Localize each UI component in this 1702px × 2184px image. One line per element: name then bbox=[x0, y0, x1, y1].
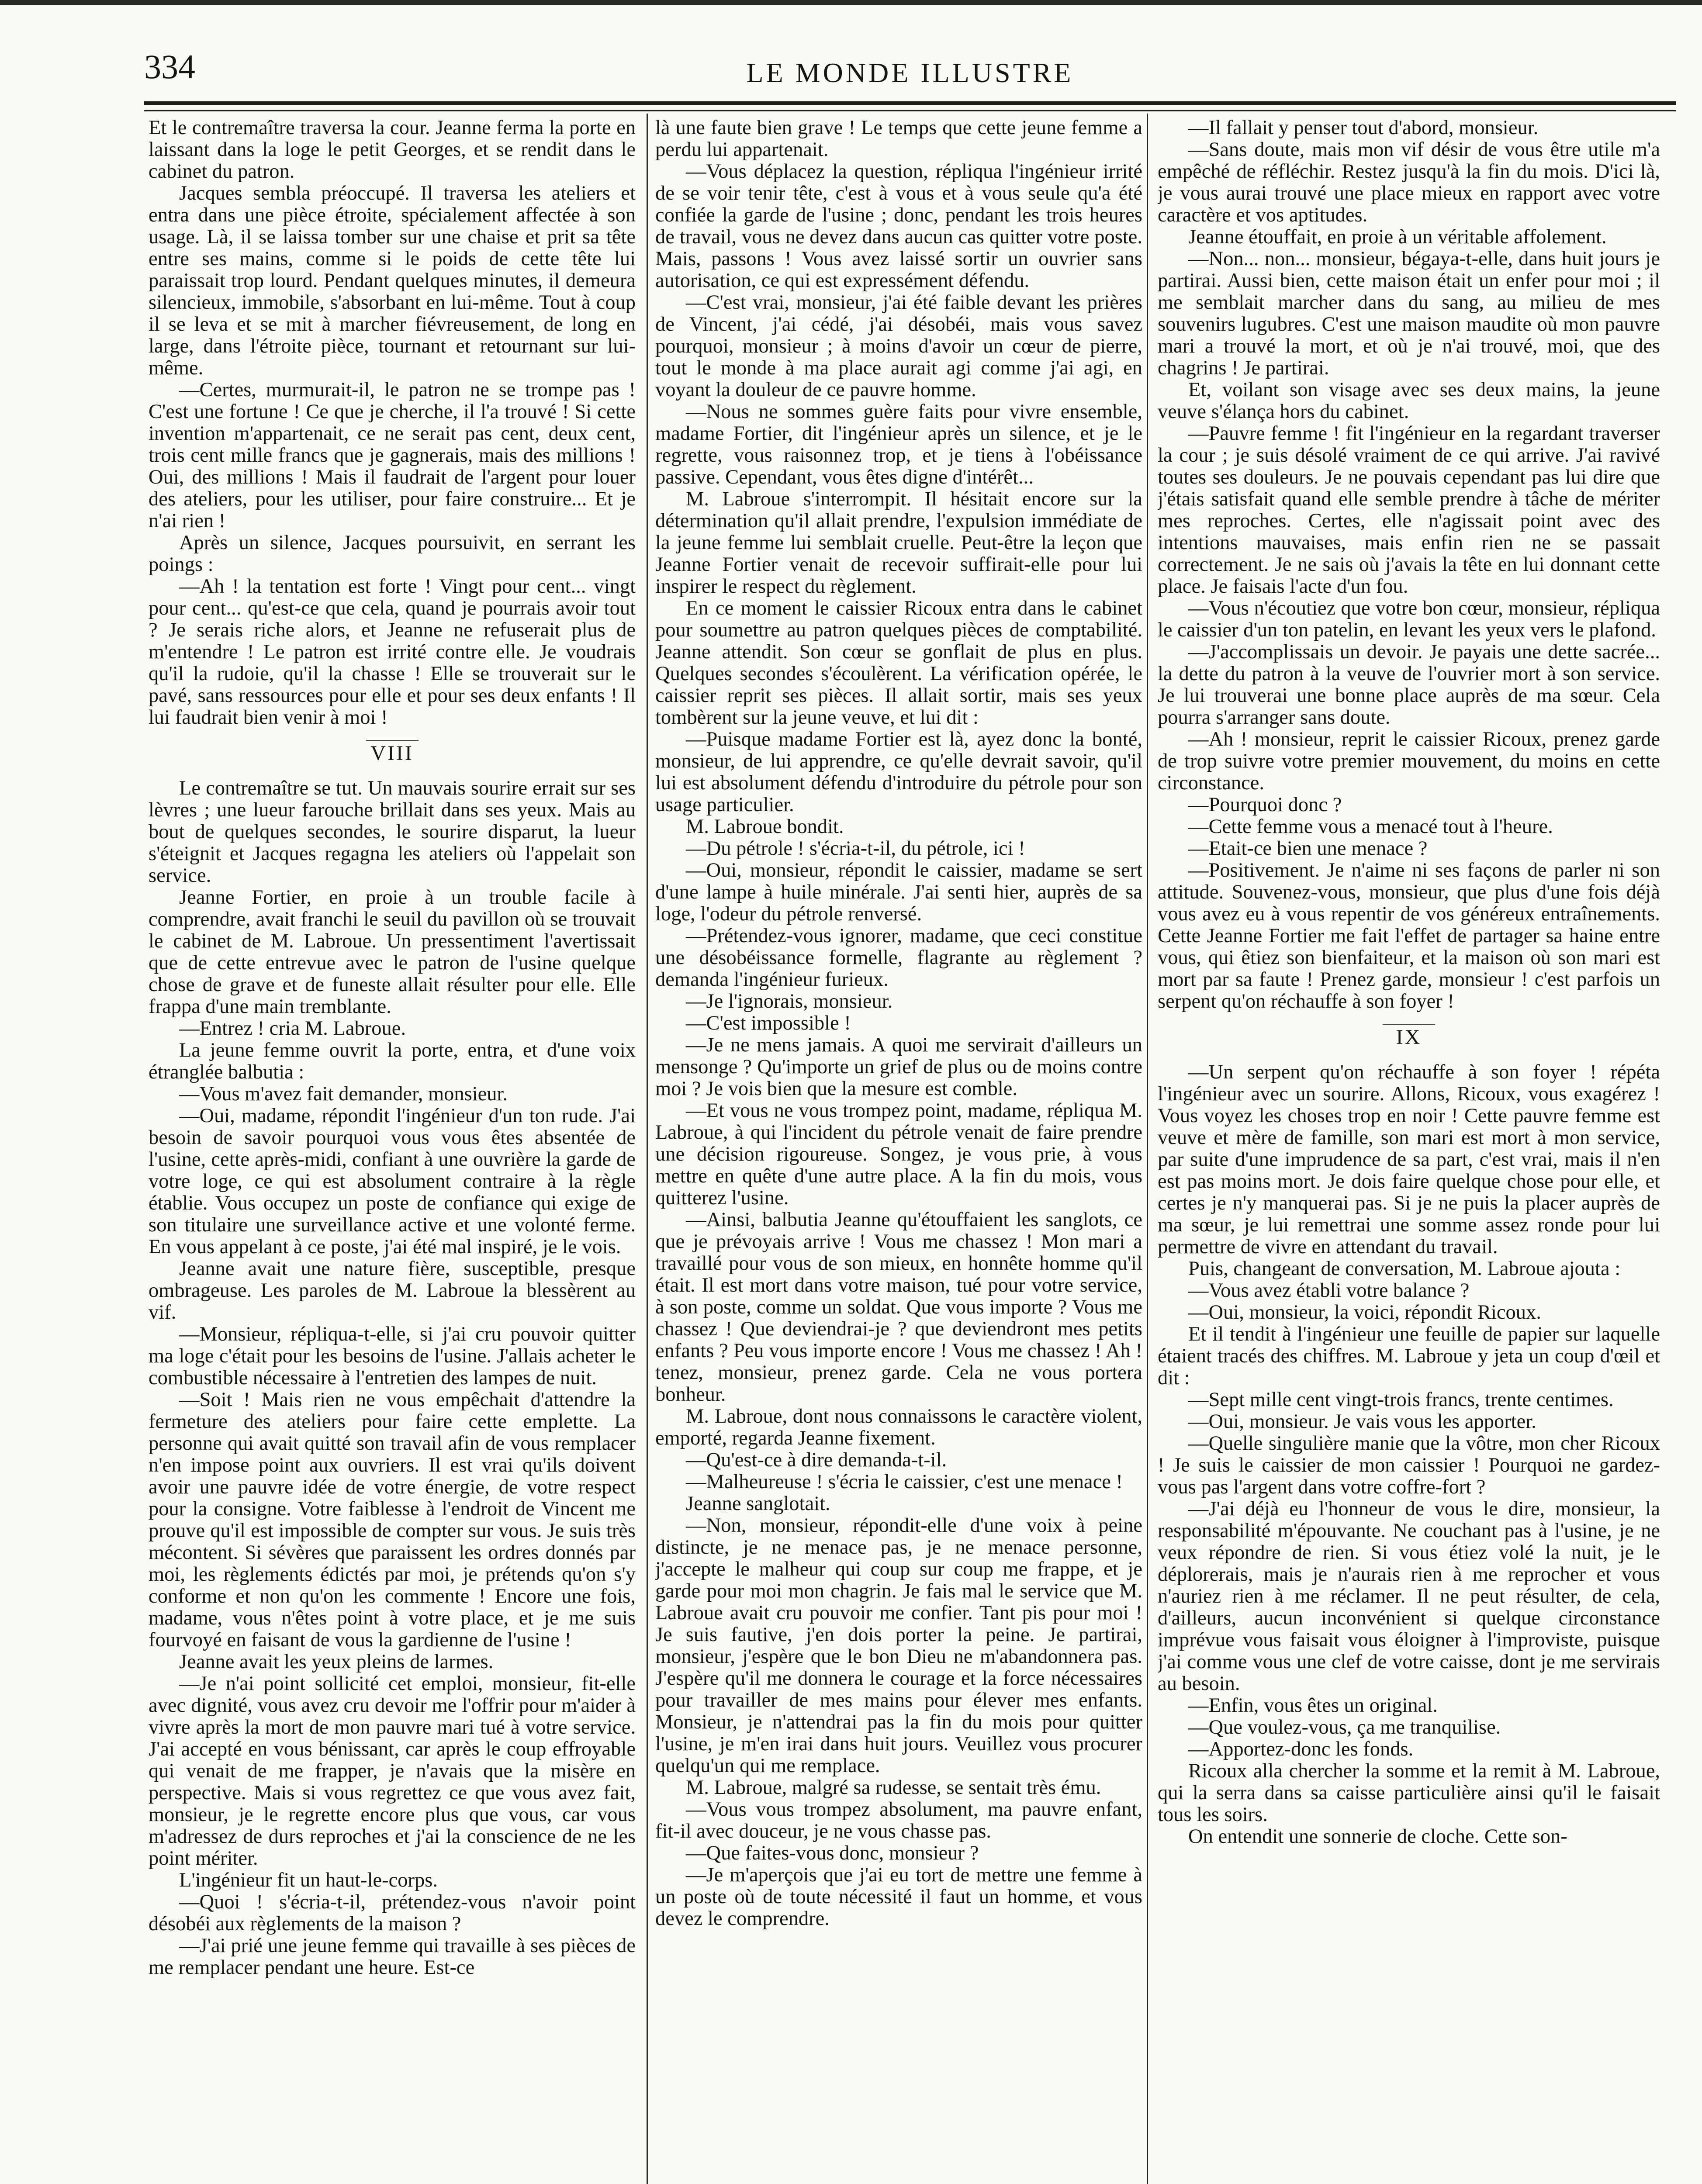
paragraph: —Entrez ! cria M. Labroue. bbox=[179, 1017, 406, 1040]
paragraph: —Je l'ignorais, monsieur. bbox=[686, 990, 893, 1013]
page-number: 334 bbox=[144, 48, 195, 86]
paragraph: —Vous déplacez la question, répliqua l'ingénieur irrité de se voir tenir tête, c'est à vous et à vous seule qu'a été confiée la garde de l'usine ; donc, pendant les trois heures de travail, vous ne devez dans aucun cas quitter votre poste. Mais, passons ! Vous avez laissé sortir un ouvrier sans autorisation, ce qui est expressément défendu. bbox=[655, 160, 1142, 292]
paragraph: —Non, monsieur, répondit-elle d'une voix à peine distincte, je ne menace pas, je ne menace personne, j'accepte le malheur qui coup sur coup me frappe, et je garde pour moi mon chagrin. Je fais mal le service que M. Labroue avait cru pouvoir me confier. Tant pis pour moi ! Je suis fautive, j'en dois porter la peine. Je partirai, monsieur, j'espère que le bon Dieu ne m'abandonnera pas. J'espère qu'il me donnera le courage et la force nécessaires pour travailler de mes mains pour élever mes enfants. Monsieur, je n'attendrai pas la fin du mois pour quitter l'usine, je m'en irai dans huit jours. Veuillez vous procurer quelqu'un qui me remplace. bbox=[655, 1514, 1142, 1777]
paragraph: —Je n'ai point sollicité cet emploi, monsieur, fit-elle avec dignité, vous avez cru devoir me l'offrir pour m'aider à vivre après la mort de mon pauvre mari tué à votre service. J'ai accepté en vous bénissant, car après le coup effroyable qui venait de me frapper, je n'avais que la misère en perspective. Mais si vous regrettez ce que vous avez fait, monsieur, je le regrette encore plus que vous, car vous m'adressez de durs reproches et j'ai la conscience de ne les point mériter. bbox=[149, 1673, 636, 1870]
paragraph: Ricoux alla chercher la somme et la remit à M. Labroue, qui la serra dans sa caisse particulière ainsi qu'il le faisait tous les soirs. bbox=[1158, 1760, 1660, 1826]
chapter-heading: IX bbox=[1158, 1024, 1660, 1048]
paragraph: On entendit une sonnerie de cloche. Cette son- bbox=[1188, 1825, 1567, 1848]
paragraph: —Etait-ce bien une menace ? bbox=[1188, 837, 1428, 860]
paragraph: —Certes, murmurait-il, le patron ne se trompe pas ! C'est une fortune ! Ce que je cherche, il l'a trouvé ! Si cette invention m'appartenait, ce ne serait pas cent, deux cent, trois cent mille francs que je gagnerais, mais des millions ! Oui, des millions ! Mais il faudrait de l'argent pour louer des ateliers, pour les utiliser, pour faire construire... Et je n'ai rien ! bbox=[149, 379, 636, 532]
top-border-rule bbox=[0, 0, 1702, 5]
paragraph: —Enfin, vous êtes un original. bbox=[1188, 1694, 1438, 1717]
paragraph: —Oui, madame, répondit l'ingénieur d'un ton rude. J'ai besoin de savoir pourquoi vous vous êtes absentée de l'usine, cette après-midi, confiant à une ouvrière la garde de votre loge, ce qui est absolument contraire à la règle établie. Vous occupez un poste de confiance qui exige de son titulaire une surveillance active et une volonté ferme. En vous appelant à ce poste, j'ai été mal inspiré, je le vois. bbox=[149, 1105, 636, 1258]
paragraph: —Que voulez-vous, ça me tranquilise. bbox=[1188, 1716, 1501, 1738]
masthead bbox=[144, 44, 1676, 100]
paragraph: Jeanne sanglotait. bbox=[686, 1493, 830, 1515]
paragraph: —Quelle singulière manie que la vôtre, mon cher Ricoux ! Je suis le caissier de mon caissier ! Pourquoi ne gardez-vous pas l'argent dans votre coffre-fort ? bbox=[1158, 1432, 1660, 1498]
paragraph: En ce moment le caissier Ricoux entra dans le cabinet pour soumettre au patron quelques pièces de comptabilité. Jeanne attendit. Son cœur se gonflait de plus en plus. Quelques secondes s'écoulèrent. La vérification opérée, le caissier reprit ses pièces. Il allait sortir, mais ses yeux tombèrent sur la jeune veuve, et lui dit : bbox=[655, 597, 1142, 729]
paragraph: —Soit ! Mais rien ne vous empêchait d'attendre la fermeture des ateliers pour faire cette emplette. La personne qui avait quitté son travail afin de vous remplacer n'en impose point aux ouvriers. Il est vrai qu'ils doivent avoir une pauvre idée de votre énergie, de votre respect pour la consigne. Votre faiblesse à l'endroit de Vincent me prouve qu'il est impossible de compter sur vous. Je suis très mécontent. Si sévères que paraissent les ordres donnés par moi, les règlements édictés par moi, je prétends qu'on s'y conforme et non qu'on les commente ! Encore une fois, madame, vous n'êtes point à votre place, et je me suis fourvoyé en faisant de vous la gardienne de l'usine ! bbox=[149, 1389, 636, 1651]
paragraph: —Vous vous trompez absolument, ma pauvre enfant, fit-il avec douceur, je ne vous chasse pas. bbox=[655, 1798, 1142, 1842]
paragraph: M. Labroue, malgré sa rudesse, se sentait très ému. bbox=[686, 1776, 1101, 1799]
paragraph: —Sept mille cent vingt-trois francs, trente centimes. bbox=[1188, 1389, 1614, 1411]
paragraph: M. Labroue, dont nous connaissons le caractère violent, emporté, regarda Jeanne fixement. bbox=[655, 1405, 1142, 1449]
header-rule-thick bbox=[144, 101, 1676, 105]
paragraph: —Sans doute, mais mon vif désir de vous être utile m'a empêché de réfléchir. Restez jusqu'à la fin du mois. D'ici là, je vous aurai trouvé une place mieux en rapport avec votre caractère et vos aptitudes. bbox=[1158, 138, 1660, 226]
paragraph: Et le contremaître traversa la cour. Jeanne ferma la porte en laissant dans la loge le petit Georges, et se rendit dans le cabinet du patron. bbox=[149, 117, 636, 183]
chapter-heading: VIII bbox=[149, 740, 636, 764]
paragraph: Puis, changeant de conversation, M. Labroue ajouta : bbox=[1188, 1258, 1621, 1280]
paragraph: —Pauvre femme ! fit l'ingénieur en la regardant traverser la cour ; je suis désolé vraiment de ce qui arrive. J'ai ravivé toutes ses douleurs. Je ne pouvais cependant pas lui dire que j'étais satisfait quand elle semble prendre à tâche de mériter mes reproches. Certes, elle n'agissait point avec des intentions mauvaises, mais enfin rien ne se passait correctement. Je ne sais où j'avais la tête en lui donnant cette place. Je faisais l'acte d'un fou. bbox=[1158, 422, 1660, 598]
paragraph: Et, voilant son visage avec ses deux mains, la jeune veuve s'élança hors du cabinet. bbox=[1158, 379, 1660, 423]
paragraph: —Vous m'avez fait demander, monsieur. bbox=[179, 1083, 508, 1105]
paragraph: —Oui, monsieur. Je vais vous les apporter. bbox=[1188, 1410, 1536, 1433]
paragraph: M. Labroue s'interrompit. Il hésitait encore sur la détermination qu'il allait prendre, l'expulsion immédiate de la jeune femme lui semblait cruelle. Peut-être la leçon que Jeanne Fortier venait de recevoir suffirait-elle pour lui inspirer le respect du règlement. bbox=[655, 488, 1142, 598]
paragraph: Jeanne avait une nature fière, susceptible, presque ombrageuse. Les paroles de M. Labroue la blessèrent au vif. bbox=[149, 1258, 636, 1324]
paragraph: —Vous avez établi votre balance ? bbox=[1188, 1279, 1470, 1302]
header-rule-thin bbox=[144, 110, 1676, 111]
column-divider bbox=[647, 114, 648, 2184]
paragraph: —J'accomplissais un devoir. Je payais une dette sacrée... la dette du patron à la veuve de l'ouvrier mort à son service. Je lui trouverai une bonne place auprès de ma sœur. Cela pourra s'arranger sans doute. bbox=[1158, 641, 1660, 729]
paragraph: —Vous n'écoutiez que votre bon cœur, monsieur, répliqua le caissier d'un ton patelin, en levant les yeux vers le plafond. bbox=[1158, 597, 1660, 641]
paragraph: —Pourquoi donc ? bbox=[1188, 794, 1342, 816]
paragraph: L'ingénieur fit un haut-le-corps. bbox=[179, 1869, 438, 1891]
paragraph: —Monsieur, répliqua-t-elle, si j'ai cru pouvoir quitter ma loge c'était pour les besoins de l'usine. J'allais acheter le combustible nécessaire à l'entretien des lampes de nuit. bbox=[149, 1323, 636, 1389]
paragraph: —Je m'aperçois que j'ai eu tort de mettre une femme à un poste où de toute nécessité il faut un homme, et vous devez le comprendre. bbox=[655, 1864, 1142, 1930]
paragraph: —Malheureuse ! s'écria le caissier, c'est une menace ! bbox=[686, 1471, 1123, 1493]
paragraph: —Non... non... monsieur, bégaya-t-elle, dans huit jours je partirai. Aussi bien, cette maison était un enfer pour moi ; il me semblait marcher dans du sang, au milieu de mes souvenirs lugubres. C'est une maison maudite où mon pauvre mari a trouvé la mort, et où je n'ai trouvé, moi, que des chagrins ! Je partirai. bbox=[1158, 248, 1660, 379]
paragraph: —Ah ! monsieur, reprit le caissier Ricoux, prenez garde de trop suivre votre premier mouvement, du moins en cette circonstance. bbox=[1158, 728, 1660, 794]
paragraph: —J'ai déjà eu l'honneur de vous le dire, monsieur, la responsabilité m'épouvante. Ne couchant pas à l'usine, je ne veux répondre de rien. Si vous étiez volé la nuit, je le déplorerais, mais je n'aurais rien à me reprocher et vous n'auriez rien à me réclamer. Il ne peut résulter, de cela, d'ailleurs, aucun inconvénient si quelque circonstance imprévue vous faisait vous éloigner à l'improviste, puisque j'ai comme vous une clef de votre caisse, dont je me servirais au besoin. bbox=[1158, 1498, 1660, 1695]
paragraph: —Il fallait y penser tout d'abord, monsieur. bbox=[1188, 117, 1539, 139]
paragraph: —Je ne mens jamais. A quoi me servirait d'ailleurs un mensonge ? Qu'importe un grief de plus ou de moins contre moi ? Je vois bien que la mesure est comble. bbox=[655, 1034, 1142, 1100]
paragraph: —Puisque madame Fortier est là, ayez donc la bonté, monsieur, de lui apprendre, ce qu'elle devrait savoir, qu'il lui est absolument défendu d'introduire du pétrole pour son usage particulier. bbox=[655, 728, 1142, 816]
paragraph: —J'ai prié une jeune femme qui travaille à ses pièces de me remplacer pendant une heure. Est-ce bbox=[149, 1935, 636, 1979]
paragraph: Et il tendit à l'ingénieur une feuille de papier sur laquelle étaient tracés des chiffres. M. Labroue y jeta un coup d'œil et dit : bbox=[1158, 1323, 1660, 1389]
paragraph: —Prétendez-vous ignorer, madame, que ceci constitue une désobéissance formelle, flagrante au règlement ? demanda l'ingénieur furieux. bbox=[655, 925, 1142, 991]
paragraph: —Quoi ! s'écria-t-il, prétendez-vous n'avoir point désobéi aux règlements de la maison ? bbox=[149, 1891, 636, 1935]
paragraph: Le contremaître se tut. Un mauvais sourire errait sur ses lèvres ; une lueur farouche brillait dans ses yeux. Mais au bout de quelques secondes, le sourire disparut, la lueur s'éteignit et Jacques regagna les ateliers où l'appelait son service. bbox=[149, 777, 636, 887]
journal-title: LE MONDE ILLUSTRE bbox=[746, 57, 1074, 88]
paragraph: —Cette femme vous a menacé tout à l'heure. bbox=[1188, 816, 1553, 838]
paragraph: —Qu'est-ce à dire demanda-t-il. bbox=[686, 1449, 947, 1471]
paragraph: Jeanne Fortier, en proie à un trouble facile à comprendre, avait franchi le seuil du pavillon où se trouvait le cabinet de M. Labroue. Un pressentiment l'avertissait que de cette entrevue avec le patron de l'usine quelque chose de grave et de funeste allait résulter pour elle. Elle frappa d'une main tremblante. bbox=[149, 886, 636, 1018]
paragraph: —Apportez-donc les fonds. bbox=[1188, 1738, 1414, 1760]
text-column-2 bbox=[655, 117, 1142, 2184]
paragraph: —Oui, monsieur, répondit le caissier, madame se sert d'une lampe à huile minérale. J'ai senti hier, auprès de sa loge, l'odeur du pétrole renversé. bbox=[655, 859, 1142, 925]
paragraph: —C'est vrai, monsieur, j'ai été faible devant les prières de Vincent, j'ai cédé, j'ai désobéi, mais vous savez pourquoi, monsieur ; à moins d'avoir un cœur de pierre, tout le monde à ma place aurait agi comme j'ai agi, en voyant la douleur de ce pauvre homme. bbox=[655, 291, 1142, 401]
paragraph: La jeune femme ouvrit la porte, entra, et d'une voix étranglée balbutia : bbox=[149, 1039, 636, 1083]
paragraph: —Ainsi, balbutia Jeanne qu'étouffaient les sanglots, ce que je prévoyais arrive ! Vous me chassez ! Mon mari a travaillé pour vous de son mieux, en honnête homme qu'il était. Il est mort dans votre maison, tué pour votre service, à son poste, comme un soldat. Que vous importe ? Vous me chassez ! Que deviendrai-je ? que deviendront mes petits enfants ? Peu vous importe encore ! Vous me chassez ! Ah ! tenez, monsieur, prenez garde. Cela ne vous portera bonheur. bbox=[655, 1209, 1142, 1406]
paragraph: là une faute bien grave ! Le temps que cette jeune femme a perdu lui appartenait. bbox=[655, 117, 1142, 161]
text-column-1 bbox=[149, 117, 636, 2184]
paragraph: —Un serpent qu'on réchauffe à son foyer ! répéta l'ingénieur avec un sourire. Allons, Ricoux, vous exagérez ! Vous voyez les choses trop en noir ! Cette pauvre femme est veuve et mère de famille, son mari est mort à mon service, par suite d'une imprudence de sa part, c'est vrai, mais il n'en est pas moins mort. Je dois faire quelque chose pour elle, et certes je n'y manquerai pas. Si je ne puis la placer auprès de ma sœur, je lui remettrai une somme assez ronde pour lui permettre de vivre en attendant du travail. bbox=[1158, 1061, 1660, 1258]
paragraph: —Que faites-vous donc, monsieur ? bbox=[686, 1842, 979, 1864]
paragraph: Jacques sembla préoccupé. Il traversa les ateliers et entra dans une pièce étroite, spécialement affectée à son usage. Là, il se laissa tomber sur une chaise et prit sa tête entre ses mains, comme si le poids de cette tête lui paraissait trop lourd. Pendant quelques minutes, il demeura silencieux, immobile, s'absorbant en lui-même. Tout à coup il se leva et se mit à marcher fiévreusement, de long en large, dans l'étroite pièce, tournant et retournant sur lui-même. bbox=[149, 182, 636, 379]
paragraph: —Positivement. Je n'aime ni ses façons de parler ni son attitude. Souvenez-vous, monsieur, que plus d'une fois déjà vous avez eu à vous repentir de vos généreux entraînements. Cette Jeanne Fortier me fait l'effet de partager sa haine entre vous, qui êtiez son bienfaiteur, et la maison où son mari est mort par sa faute ! Prenez garde, monsieur ! c'est parfois un serpent qu'on réchauffe à son foyer ! bbox=[1158, 859, 1660, 1013]
text-column-3 bbox=[1158, 117, 1660, 2184]
column-divider bbox=[1147, 114, 1148, 2184]
paragraph: —Ah ! la tentation est forte ! Vingt pour cent... vingt pour cent... qu'est-ce que cela, quand je pourrais avoir tout ? Je serais riche alors, et Jeanne ne refuserait plus de m'entendre ! Le patron est irrité contre elle. Je voudrais qu'il la rudoie, qu'il la chasse ! Elle se trouverait sur le pavé, sans ressources pour elle et pour ses deux enfants ! Il lui faudrait bien venir à moi ! bbox=[149, 575, 636, 729]
paragraph: —Nous ne sommes guère faits pour vivre ensemble, madame Fortier, dit l'ingénieur après un silence, et je le regrette, vous raisonnez trop, et je tiens à l'obéissance passive. Cependant, vous êtes digne d'intérêt... bbox=[655, 401, 1142, 488]
paragraph: —C'est impossible ! bbox=[686, 1012, 851, 1034]
paragraph: —Du pétrole ! s'écria-t-il, du pétrole, ici ! bbox=[686, 837, 1025, 860]
paragraph: —Et vous ne vous trompez point, madame, répliqua M. Labroue, à qui l'incident du pétrole venait de faire prendre une décision rigoureuse. Songez, je vous prie, à vous mettre en quête d'une autre place. A la fin du mois, vous quitterez l'usine. bbox=[655, 1099, 1142, 1209]
paragraph: Après un silence, Jacques poursuivit, en serrant les poings : bbox=[149, 532, 636, 576]
paragraph: Jeanne avait les yeux pleins de larmes. bbox=[179, 1651, 494, 1673]
paragraph: M. Labroue bondit. bbox=[686, 816, 844, 838]
paragraph: Jeanne étouffait, en proie à un véritable affolement. bbox=[1188, 226, 1607, 248]
paragraph: —Oui, monsieur, la voici, répondit Ricoux. bbox=[1188, 1301, 1541, 1324]
